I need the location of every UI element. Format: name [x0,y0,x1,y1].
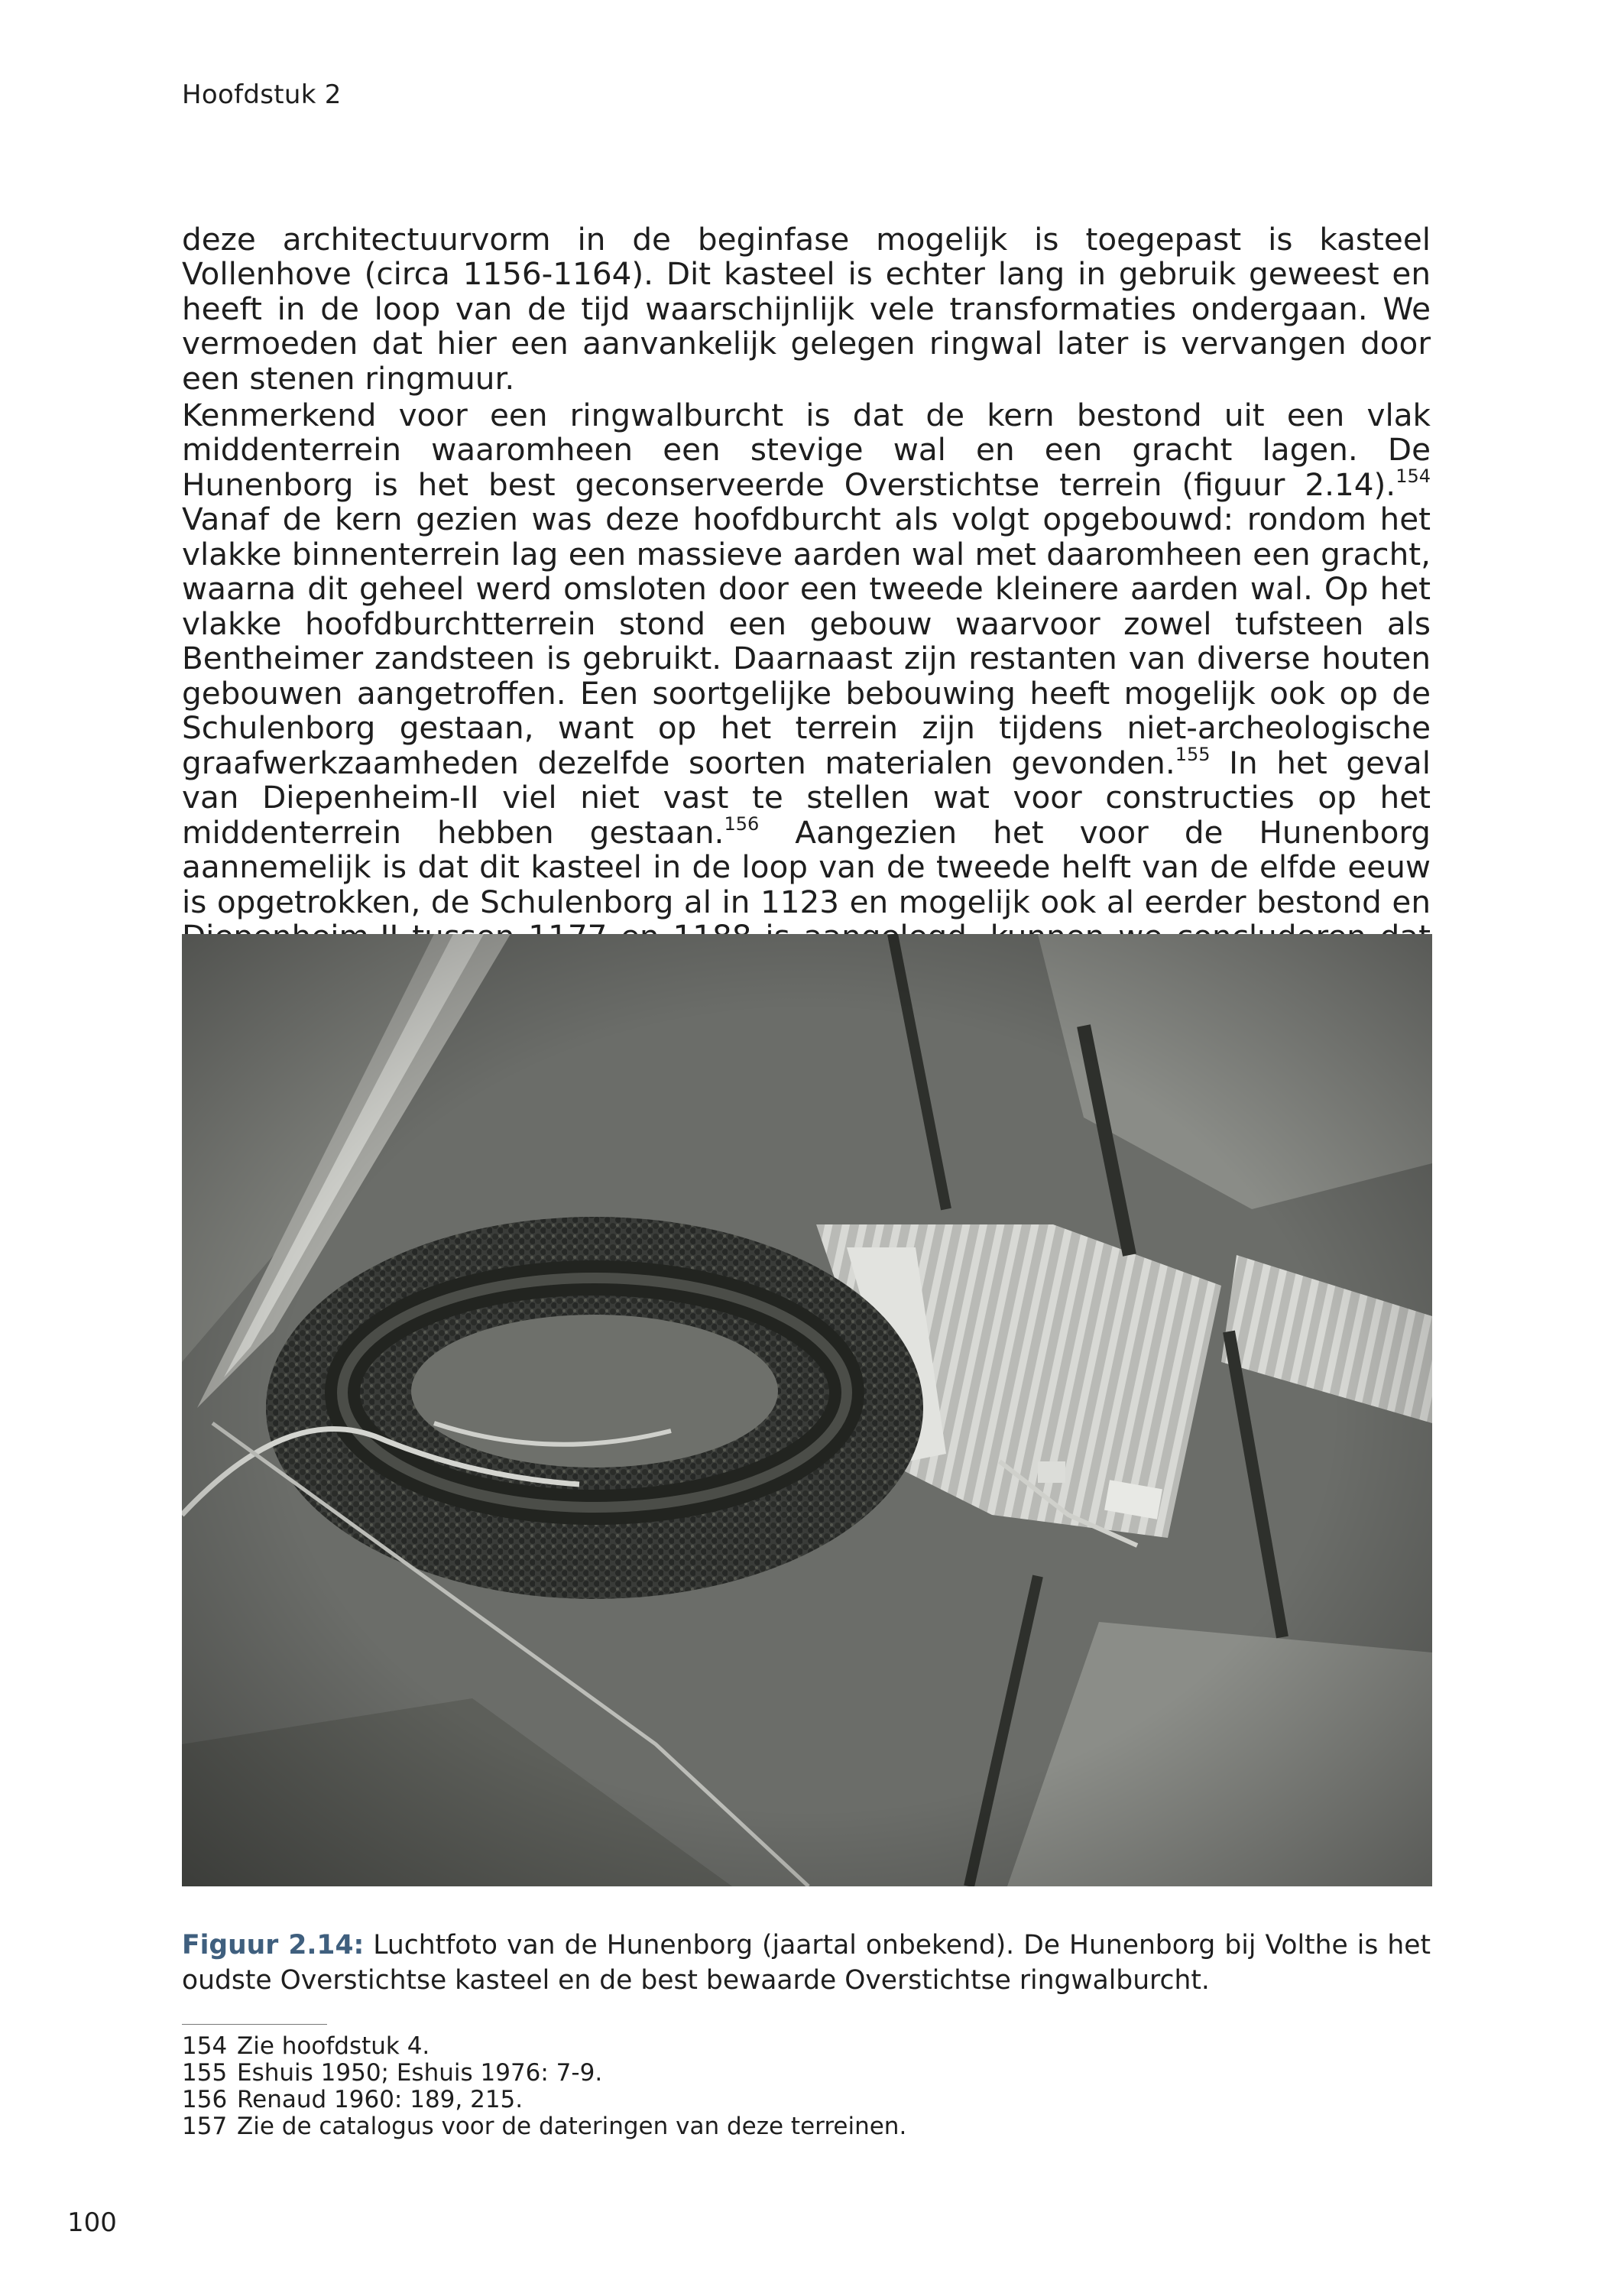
caption-text: Luchtfoto van de Hunenborg (jaartal onbekend). De Hunenborg bij Volthe is het oudste Overstichtse kasteel en de best bewaarde Overstichtse ringwalburcht. [182,1929,1431,1996]
page-number: 100 [67,2207,117,2238]
footnote-ref-156[interactable]: 156 [724,812,760,835]
footnote-number: 157 [182,2113,228,2140]
body-paragraph-2 [182,398,1431,1024]
footnote-155 [182,2060,906,2087]
footnote-156 [182,2087,906,2113]
paragraph-text: Aangezien het voor de Hunenborg aannemelijk is dat dit kasteel in de loop van de tweede helft van de elfde eeuw is opgetrokken, de Schulenborg al in 1123 en mogelijk ook al eerder bestond en [182,813,1431,920]
paragraph-text: Vanaf de kern gezien was deze hoofdburcht als volgt opgebouwd: rondom het vlakke binnenterrein lag een massieve aarden wal met daaromheen een gracht, waarna dit geheel werd omsloten door een tweede kleinere aarden wal. Op het vlakke hoofdburchtterrein stond een gebouw waarvoor zowel tufsteen als Bentheimer zandsteen is gebruikt. Daarnaast zijn restanten van diverse houten gebouwen aangetroffen. Een soortgelijke bebouwing heeft mogelijk ook op de Schulenborg gestaan, want op het terrein zijn tijdens niet-archeologische graafwerkzaamheden dezelfde soorten materialen gevonden. [182,501,1431,781]
footnote-154 [182,2033,906,2060]
paragraph-text: In het geval van Diepenheim-II viel niet vast te stellen wat voor constructies op het middenterrein hebben gestaan. [182,744,1431,851]
footnote-text: Zie de catalogus voor de dateringen van deze terreinen. [237,2113,907,2140]
body-paragraph-1: deze architectuurvorm in de beginfase mogelijk is toegepast is kasteel Vollenhove (circa 1156-1164). Dit kasteel is echter lang in gebruik geweest en heeft in de loop van de tijd waarschijnlijk vele transformaties ondergaan. We vermoeden dat hier een aanvankelijk gelegen ringwal later is vervangen door een stenen ringmuur. [182,220,1431,397]
footnote-divider [182,2024,327,2025]
footnote-ref-155[interactable]: 155 [1175,743,1211,765]
footnote-157 [182,2113,906,2140]
footnote-text: Eshuis 1950; Eshuis 1976: 7-9. [237,2059,603,2087]
footnote-text: Renaud 1960: 189, 215. [237,2086,524,2113]
footnote-number: 156 [182,2086,228,2113]
paragraph-text: Kenmerkend voor een ringwalburcht is dat de kern bestond uit een vlak middenterrein waaromheen een stevige wal en een gracht lagen. De Hunenborg is het best geconserveerde Overstichtse terrein (figuur 2.14). [182,396,1431,503]
aerial-photo [182,934,1432,1886]
figure-caption [182,1928,1431,1998]
footnote-text: Zie hoofdstuk 4. [237,2032,430,2060]
running-head: Hoofdstuk 2 [182,79,342,110]
footnotes-list [182,2033,906,2140]
footnote-ref-154[interactable]: 154 [1395,465,1431,487]
footnote-number: 154 [182,2032,228,2060]
footnote-number: 155 [182,2059,228,2087]
figure-label: Figuur 2.14: [182,1929,365,1961]
aerial-photo-figure [182,934,1432,1886]
